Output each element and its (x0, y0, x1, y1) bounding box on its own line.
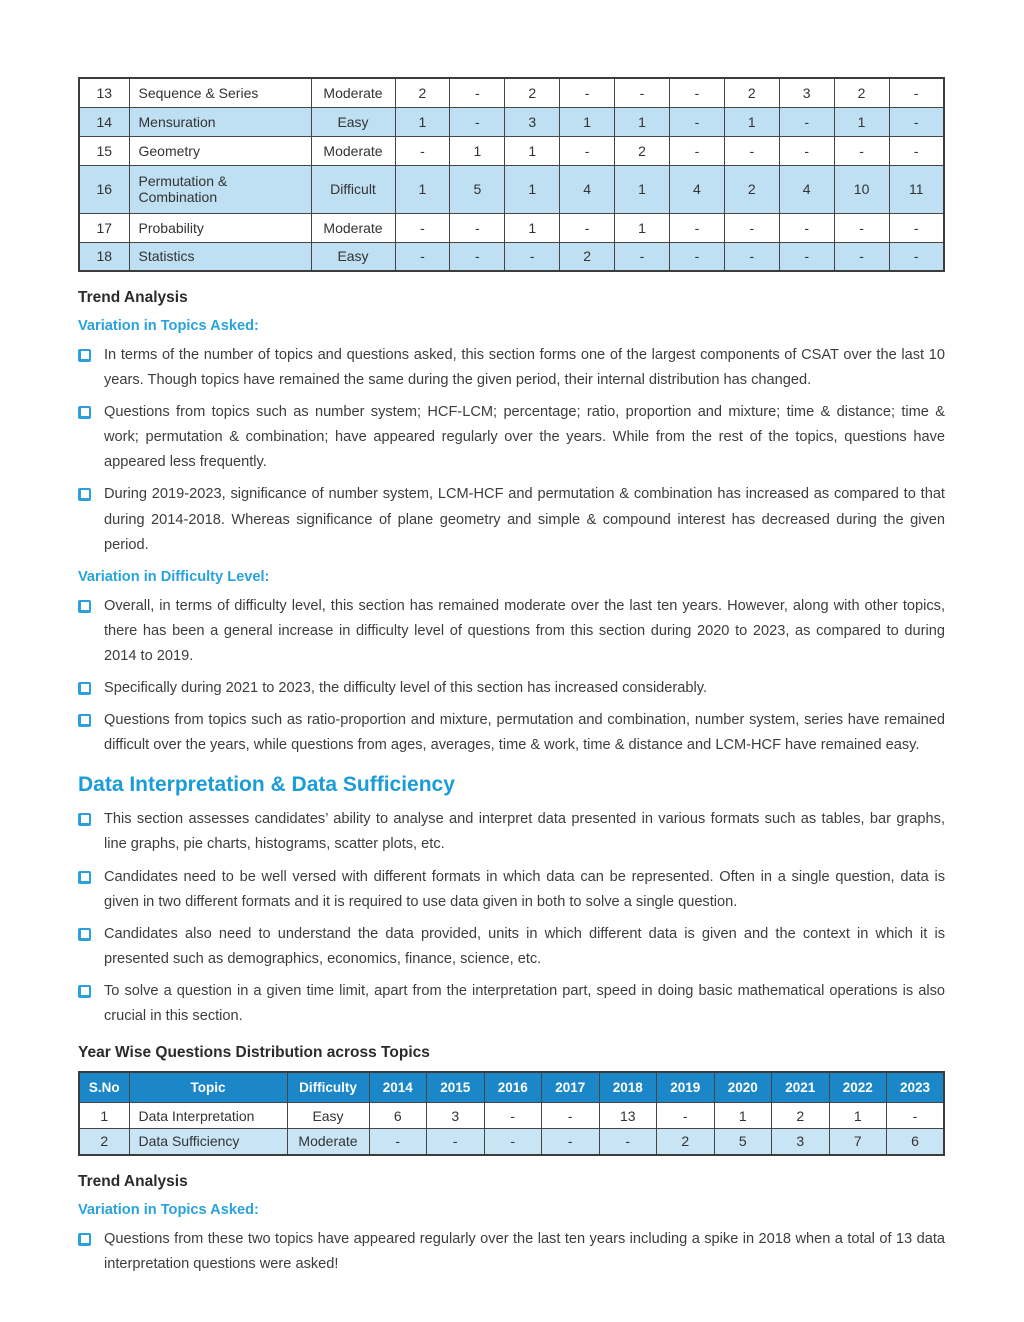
header-year: 2021 (772, 1072, 830, 1103)
cell-year-value: - (615, 242, 670, 271)
cell-year-value: 2 (395, 78, 450, 107)
trend-analysis-heading: Trend Analysis (78, 289, 188, 306)
square-bullet-icon (78, 349, 91, 362)
cell-year-value: - (834, 136, 889, 165)
cell-year-value: - (669, 242, 724, 271)
cell-year-value: - (599, 1129, 657, 1155)
cell-year-value: 3 (772, 1129, 830, 1155)
table-row (79, 213, 944, 242)
table-row (79, 242, 944, 271)
header-year: 2022 (829, 1072, 887, 1103)
header-year: 2019 (657, 1072, 715, 1103)
square-bullet-icon (78, 406, 91, 419)
bullet-text: Candidates also need to understand the data provided, units in which different data is given and the context in which it is presented such as demographics, economics, finance, science, etc. (104, 925, 945, 967)
list-item (78, 708, 945, 758)
cell-year-value: 11 (889, 165, 944, 213)
cell-year-value: - (889, 136, 944, 165)
bullet-text: In terms of the number of topics and questions asked, this section forms one of the largest components of CSAT over the last 10 years. Though topics have remained the same during the given period, their internal distribution has changed. (104, 347, 945, 389)
cell-year-value: - (669, 213, 724, 242)
bullet-text: Questions from these two topics have appeared regularly over the last ten years including a spike in 2018 when a total of 13 data interpretation questions were asked! (104, 1230, 945, 1272)
cell-difficulty: Easy (311, 242, 395, 271)
cell-year-value: 6 (887, 1129, 945, 1155)
cell-year-value: - (484, 1129, 542, 1155)
bullet-text: This section assesses candidates’ ability to analyse and interpret data presented in various formats such as tables, bar graphs, line graphs, pie charts, histograms, scatter plots, etc. (104, 811, 945, 853)
table-row (79, 1129, 944, 1155)
cell-year-value: - (484, 1103, 542, 1129)
cell-year-value: 1 (505, 136, 560, 165)
cell-sno: 1 (79, 1103, 129, 1129)
variation-topics-heading: Variation in Topics Asked: (78, 318, 259, 334)
bullet-text: To solve a question in a given time limit, apart from the interpretation part, speed in doing basic mathematical operations is also crucial in this section. (104, 982, 945, 1024)
cell-year-value: 3 (427, 1103, 485, 1129)
cell-year-value: - (450, 78, 505, 107)
list-item (78, 676, 945, 701)
cell-year-value: 2 (724, 165, 779, 213)
list-item (78, 400, 945, 475)
cell-sno: 14 (79, 107, 129, 136)
variation-topics-heading: Variation in Topics Asked: (78, 1201, 259, 1218)
cell-year-value: - (834, 213, 889, 242)
cell-year-value: 13 (599, 1103, 657, 1129)
square-bullet-icon (78, 1233, 91, 1246)
cell-topic: Probability (129, 213, 311, 242)
section-title: Data Interpretation & Data Sufficiency (78, 773, 455, 797)
cell-year-value: 5 (450, 165, 505, 213)
cell-year-value: 1 (560, 107, 615, 136)
cell-year-value: 7 (829, 1129, 887, 1155)
table-row (79, 78, 944, 107)
square-bullet-icon (78, 813, 91, 826)
cell-year-value: - (779, 213, 834, 242)
yearwise-distribution-table (78, 1071, 945, 1156)
cell-year-value: - (779, 136, 834, 165)
page-content (78, 0, 945, 1284)
cell-sno: 2 (79, 1129, 129, 1155)
cell-year-value: - (779, 107, 834, 136)
cell-topic: Statistics (129, 242, 311, 271)
cell-sno: 15 (79, 136, 129, 165)
header-difficulty: Difficulty (287, 1072, 369, 1103)
cell-year-value: 2 (505, 78, 560, 107)
cell-year-value: 4 (779, 165, 834, 213)
cell-sno: 16 (79, 165, 129, 213)
cell-topic: Data Interpretation (129, 1103, 287, 1129)
cell-year-value: - (724, 213, 779, 242)
cell-year-value: - (542, 1103, 600, 1129)
list-item (78, 807, 945, 857)
square-bullet-icon (78, 928, 91, 941)
cell-sno: 17 (79, 213, 129, 242)
cell-topic: Permutation & Combination (129, 165, 311, 213)
cell-year-value: 3 (779, 78, 834, 107)
cell-year-value: - (889, 242, 944, 271)
cell-year-value: - (450, 107, 505, 136)
list-item (78, 922, 945, 972)
list-item (78, 594, 945, 669)
cell-year-value: 2 (657, 1129, 715, 1155)
cell-year-value: - (450, 213, 505, 242)
cell-year-value: 1 (834, 107, 889, 136)
cell-year-value: 1 (724, 107, 779, 136)
header-year: 2015 (427, 1072, 485, 1103)
square-bullet-icon (78, 871, 91, 884)
square-bullet-icon (78, 600, 91, 613)
variation-difficulty-heading: Variation in Difficulty Level: (78, 568, 270, 585)
cell-topic: Geometry (129, 136, 311, 165)
cell-year-value: - (369, 1129, 427, 1155)
cell-year-value: 2 (560, 242, 615, 271)
cell-difficulty: Easy (287, 1103, 369, 1129)
cell-year-value: 1 (829, 1103, 887, 1129)
bullet-text: Overall, in terms of difficulty level, this section has remained moderate over the last ten years. However, along with other topics, there has been a general increase in difficulty level of questions from this section during 2020 to 2023, as compared to during 2014 to 2019. (104, 597, 945, 664)
list-item (78, 343, 945, 393)
cell-year-value: - (450, 242, 505, 271)
yearwise-distribution-heading: Year Wise Questions Distribution across Topics (78, 1044, 430, 1062)
cell-year-value: 4 (560, 165, 615, 213)
square-bullet-icon (78, 714, 91, 727)
cell-year-value: - (560, 78, 615, 107)
header-sno: S.No (79, 1072, 129, 1103)
cell-year-value: 1 (714, 1103, 772, 1129)
table-row (79, 165, 944, 213)
cell-year-value: 2 (724, 78, 779, 107)
cell-sno: 18 (79, 242, 129, 271)
cell-difficulty: Moderate (311, 78, 395, 107)
header-topic: Topic (129, 1072, 287, 1103)
cell-year-value: - (889, 213, 944, 242)
cell-difficulty: Moderate (311, 213, 395, 242)
cell-year-value: - (779, 242, 834, 271)
cell-year-value: 4 (669, 165, 724, 213)
cell-year-value: - (560, 136, 615, 165)
cell-year-value: 1 (615, 213, 670, 242)
cell-year-value: 10 (834, 165, 889, 213)
cell-year-value: 1 (505, 165, 560, 213)
cell-year-value: - (560, 213, 615, 242)
cell-year-value: - (669, 78, 724, 107)
cell-year-value: 1 (505, 213, 560, 242)
cell-year-value: - (505, 242, 560, 271)
cell-sno: 13 (79, 78, 129, 107)
topics-table-continued (78, 77, 945, 272)
cell-difficulty: Easy (311, 107, 395, 136)
cell-year-value: 1 (615, 107, 670, 136)
list-item (78, 865, 945, 915)
list-item (78, 482, 945, 557)
cell-year-value: - (887, 1103, 945, 1129)
square-bullet-icon (78, 985, 91, 998)
cell-year-value: - (724, 242, 779, 271)
cell-year-value: - (834, 242, 889, 271)
cell-year-value: - (395, 213, 450, 242)
cell-year-value: 1 (395, 107, 450, 136)
cell-year-value: - (724, 136, 779, 165)
cell-difficulty: Moderate (287, 1129, 369, 1155)
cell-topic: Data Sufficiency (129, 1129, 287, 1155)
cell-year-value: 1 (450, 136, 505, 165)
square-bullet-icon (78, 682, 91, 695)
cell-year-value: 6 (369, 1103, 427, 1129)
header-year: 2016 (484, 1072, 542, 1103)
cell-difficulty: Difficult (311, 165, 395, 213)
bullet-text: Questions from topics such as ratio-proportion and mixture, permutation and combination, number system, series have remained difficult over the years, while questions from ages, averages, time & work, time & distance and LCM-HCF have remained easy. (104, 712, 945, 754)
cell-year-value: - (542, 1129, 600, 1155)
table-row (79, 107, 944, 136)
bullet-text: Questions from topics such as number system; HCF-LCM; percentage; ratio, proportion and mixture; time & distance; time & work; permutation & combination; have appeared regularly over the years. While from the rest of the topics, questions have appeared less frequently. (104, 404, 945, 471)
table-header-row (79, 1072, 944, 1103)
header-year: 2020 (714, 1072, 772, 1103)
cell-year-value: 2 (834, 78, 889, 107)
bullet-text: Specifically during 2021 to 2023, the difficulty level of this section has increased considerably. (104, 680, 708, 697)
cell-year-value: 2 (615, 136, 670, 165)
bullet-text: During 2019-2023, significance of number system, LCM-HCF and permutation & combination has increased as compared to that during 2014-2018. Whereas significance of plane geometry and simple & compound interest has decreased during the given period. (104, 486, 945, 553)
cell-topic: Mensuration (129, 107, 311, 136)
bullet-text: Candidates need to be well versed with different formats in which data can be represented. Often in a single question, data is given in two different formats and it is required to use data given in both to solve a single question. (104, 868, 945, 910)
cell-year-value: - (669, 107, 724, 136)
table-row (79, 136, 944, 165)
cell-year-value: - (395, 136, 450, 165)
cell-year-value: - (427, 1129, 485, 1155)
cell-year-value: - (889, 107, 944, 136)
cell-year-value: - (395, 242, 450, 271)
cell-year-value: - (669, 136, 724, 165)
cell-year-value: 1 (615, 165, 670, 213)
cell-year-value: - (889, 78, 944, 107)
square-bullet-icon (78, 488, 91, 501)
header-year: 2018 (599, 1072, 657, 1103)
table-row (79, 1103, 944, 1129)
trend-analysis-heading: Trend Analysis (78, 1172, 188, 1190)
cell-year-value: 2 (772, 1103, 830, 1129)
list-item (78, 1227, 945, 1277)
cell-topic: Sequence & Series (129, 78, 311, 107)
header-year: 2023 (887, 1072, 945, 1103)
header-year: 2014 (369, 1072, 427, 1103)
cell-year-value: - (615, 78, 670, 107)
cell-year-value: - (657, 1103, 715, 1129)
cell-year-value: 5 (714, 1129, 772, 1155)
header-year: 2017 (542, 1072, 600, 1103)
cell-year-value: 3 (505, 107, 560, 136)
cell-year-value: 1 (395, 165, 450, 213)
list-item (78, 979, 945, 1029)
cell-difficulty: Moderate (311, 136, 395, 165)
